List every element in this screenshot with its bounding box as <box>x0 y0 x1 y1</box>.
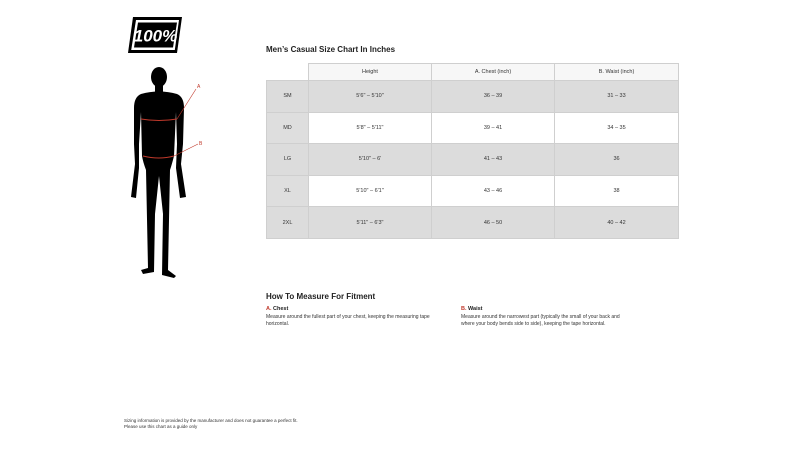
waist-letter: B. <box>461 306 467 312</box>
size-label: MD <box>267 112 309 144</box>
table-header-row <box>267 64 679 81</box>
waist-value: 31 – 33 <box>555 81 679 113</box>
chest-value: 41 – 43 <box>432 144 555 176</box>
waist-text: Measure around the narrowest part (typically the small of your back and where your body bends side to side), keeping the tape horizontal. <box>461 314 620 327</box>
height-value: 5'6" – 5'10" <box>309 81 432 113</box>
chest-heading <box>266 306 436 313</box>
size-chart-title: Men’s Casual Size Chart In Inches <box>266 45 396 54</box>
size-chart-table <box>266 63 679 239</box>
waist-name: Waist <box>468 306 483 312</box>
waist-value: 40 – 42 <box>555 207 679 239</box>
chest-instructions <box>266 306 436 328</box>
chest-value: 43 – 46 <box>432 175 555 207</box>
size-label: SM <box>267 81 309 113</box>
table-row <box>267 175 679 207</box>
waist-instructions <box>461 306 631 328</box>
disclaimer-line-2: Please use this chart as a guide only <box>124 424 198 429</box>
chest-value: 39 – 41 <box>432 112 555 144</box>
height-value: 5'10" – 6' <box>309 144 432 176</box>
body-silhouette-illustration <box>118 64 210 282</box>
waist-value: 36 <box>555 144 679 176</box>
chest-text: Measure around the fullest part of your chest, keeping the measuring tape horizontal. <box>266 314 430 327</box>
height-value: 5'10" – 6'1" <box>309 175 432 207</box>
waist-heading <box>461 306 631 313</box>
size-label: 2XL <box>267 207 309 239</box>
silhouette <box>131 67 186 278</box>
header-height: Height <box>309 64 432 81</box>
waist-value: 34 – 35 <box>555 112 679 144</box>
disclaimer <box>124 418 298 430</box>
measure-section-title: How To Measure For Fitment <box>266 292 376 301</box>
table-row <box>267 144 679 176</box>
height-value: 5'8" – 5'11" <box>309 112 432 144</box>
brand-logo-text: 100% <box>133 26 178 46</box>
size-label: XL <box>267 175 309 207</box>
header-corner <box>267 64 309 81</box>
chest-value: 36 – 39 <box>432 81 555 113</box>
chest-name: Chest <box>273 306 289 312</box>
disclaimer-line-1: Sizing information is provided by the manufacturer and does not guarantee a perfect fit. <box>124 418 298 423</box>
chest-letter: A. <box>266 306 272 312</box>
chest-label-a: A <box>197 84 201 90</box>
waist-value: 38 <box>555 175 679 207</box>
table-row <box>267 112 679 144</box>
waist-label-b: B <box>199 141 203 147</box>
header-waist: B. Waist (inch) <box>555 64 679 81</box>
chest-value: 46 – 50 <box>432 207 555 239</box>
brand-logo <box>124 16 186 54</box>
height-value: 5'11" – 6'3" <box>309 207 432 239</box>
table-row <box>267 81 679 113</box>
header-chest: A. Chest (inch) <box>432 64 555 81</box>
table-row <box>267 207 679 239</box>
size-label: LG <box>267 144 309 176</box>
